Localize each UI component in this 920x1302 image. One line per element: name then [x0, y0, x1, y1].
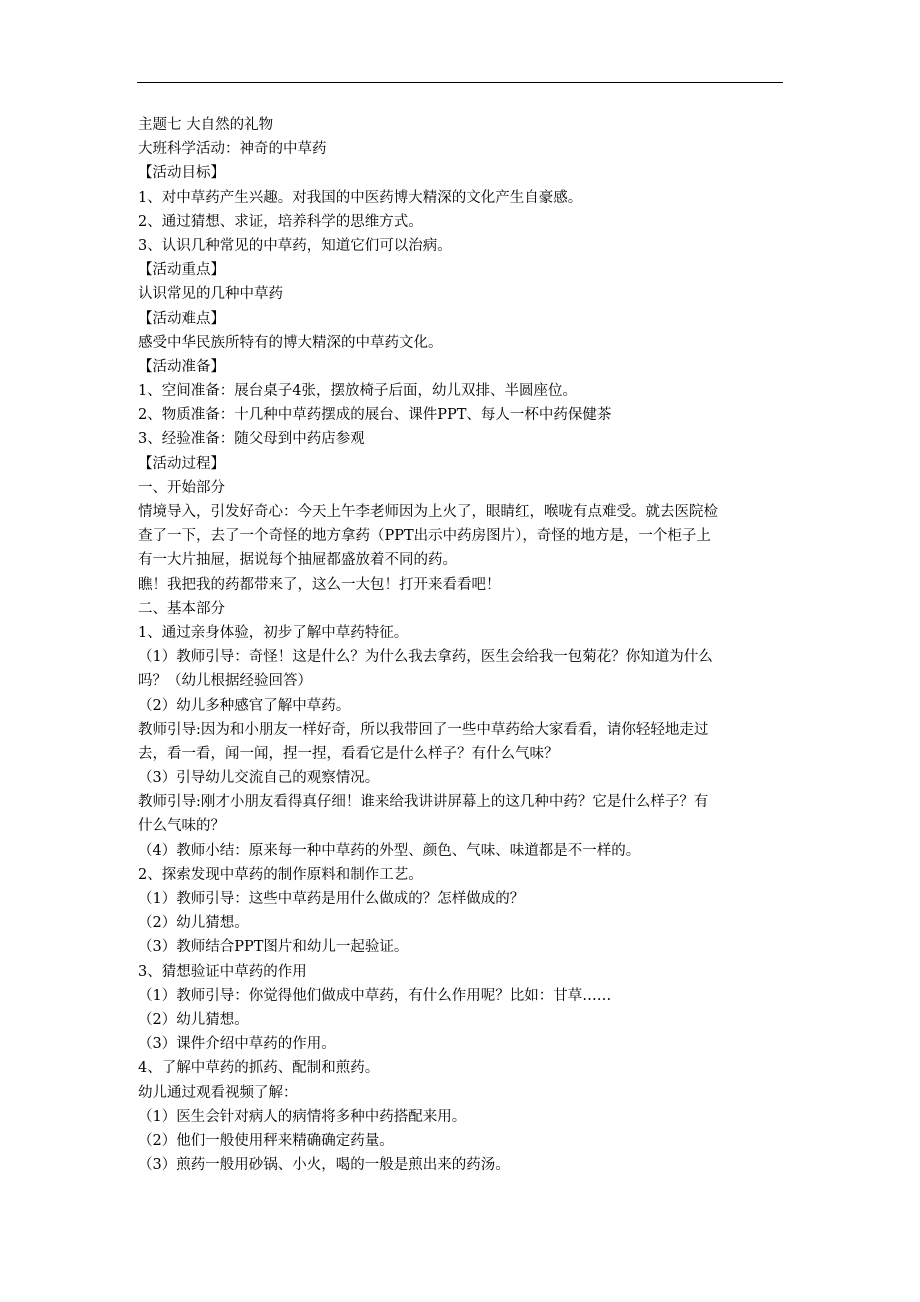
theme-title: 主题七 大自然的礼物	[138, 117, 274, 133]
subsection-heading: 二、基本部分	[138, 600, 225, 617]
subsection-heading: 一、开始部分	[138, 479, 225, 496]
preparation-item: 2、物质准备：十几种中草药摆成的展台、课件PPT、每人一杯中药保健茶	[138, 407, 612, 424]
goal-item: 3、认识几种常见的中草药，知道它们可以治病。	[138, 237, 452, 254]
paragraph-line: （3）课件介绍中草药的作用。	[138, 1036, 336, 1053]
step-heading: 2、探索发现中草药的制作原料和制作工艺。	[138, 866, 423, 883]
step-heading: 4、了解中草药的抓药、配制和煎药。	[138, 1060, 380, 1077]
paragraph-line: （1）医生会针对病人的病情将多种中药搭配来用。	[138, 1108, 467, 1125]
paragraph-line: 教师引导:刚才小朋友看得真仔细！谁来给我讲讲屏幕上的这几种中药？它是什么样子？有	[138, 794, 709, 811]
header-rule	[137, 82, 783, 83]
document-body	[138, 113, 786, 1177]
paragraph-line: （1）教师引导：奇怪！这是什么？为什么我去拿药，医生会给我一包菊花？你知道为什么	[138, 649, 713, 666]
paragraph-line: 吗？（幼儿根据经验回答）	[138, 673, 312, 690]
section-heading-preparation: 【活动准备】	[138, 358, 225, 375]
paragraph-line: 瞧！我把我的药都带来了，这么一大包！打开来看看吧！	[138, 576, 501, 593]
paragraph-line: （4）教师小结：原来每一种中草药的外型、颜色、气味、味道都是不一样的。	[138, 842, 641, 859]
paragraph-line: （2）他们一般使用秤来精确确定药量。	[138, 1132, 394, 1149]
paragraph-line: 有一大片抽屉，据说每个抽屉都盛放着不同的药。	[138, 552, 457, 569]
paragraph-line: （2）幼儿猜想。	[138, 915, 249, 932]
section-heading-process: 【活动过程】	[138, 455, 225, 472]
section-heading-difficulty: 【活动难点】	[138, 310, 225, 327]
paragraph-line: 情境导入，引发好奇心：今天上午李老师因为上火了，眼睛红，喉咙有点难受。就去医院检	[138, 504, 718, 520]
paragraph-line: （1）教师引导：你觉得他们做成中草药，有什么作用呢？比如：甘草……	[138, 987, 612, 1004]
paragraph-line: （3）教师结合PPT图片和幼儿一起验证。	[138, 939, 409, 956]
paragraph-line: （3）煎药一般用砂锅、小火，喝的一般是煎出来的药汤。	[138, 1157, 510, 1174]
paragraph-line: 什么气味的？	[138, 818, 225, 835]
section-heading-focus: 【活动重点】	[138, 262, 225, 279]
preparation-item: 3、经验准备：随父母到中药店参观	[138, 431, 365, 448]
step-heading: 1、通过亲身体验，初步了解中草药特征。	[138, 624, 409, 641]
step-heading: 3、猜想验证中草药的作用	[138, 963, 307, 980]
paragraph-line: （1）教师引导：这些中草药是用什么做成的？怎样做成的？	[138, 891, 525, 907]
paragraph: 感受中华民族所特有的博大精深的中草药文化。	[138, 334, 443, 351]
goal-item: 1、对中草药产生兴趣。对我国的中医药博大精深的文化产生自豪感。	[138, 189, 583, 206]
paragraph-line: 查了一下，去了一个奇怪的地方拿药（PPT出示中药房图片），奇怪的地方是，一个柜子上	[138, 528, 711, 545]
paragraph-line: 幼儿通过观看视频了解：	[138, 1084, 298, 1101]
paragraph-line: 教师引导:因为和小朋友一样好奇，所以我带回了一些中草药给大家看看，请你轻轻地走过	[138, 721, 709, 738]
activity-title: 大班科学活动：神奇的中草药	[138, 141, 327, 158]
preparation-item: 1、空间准备：展台桌子4张，摆放椅子后面，幼儿双排、半圆座位。	[138, 383, 577, 400]
paragraph: 认识常见的几种中草药	[138, 286, 283, 303]
paragraph-line: （2）幼儿猜想。	[138, 1011, 249, 1028]
paragraph-line: （2）幼儿多种感官了解中草药。	[138, 697, 351, 714]
paragraph-line: （3）引导幼儿交流自己的观察情况。	[138, 770, 380, 787]
paragraph-line: 去，看一看，闻一闻，捏一捏，看看它是什么样子？有什么气味？	[138, 745, 559, 762]
goal-item: 2、通过猜想、求证，培养科学的思维方式。	[138, 213, 423, 230]
section-heading-goals: 【活动目标】	[138, 165, 225, 182]
